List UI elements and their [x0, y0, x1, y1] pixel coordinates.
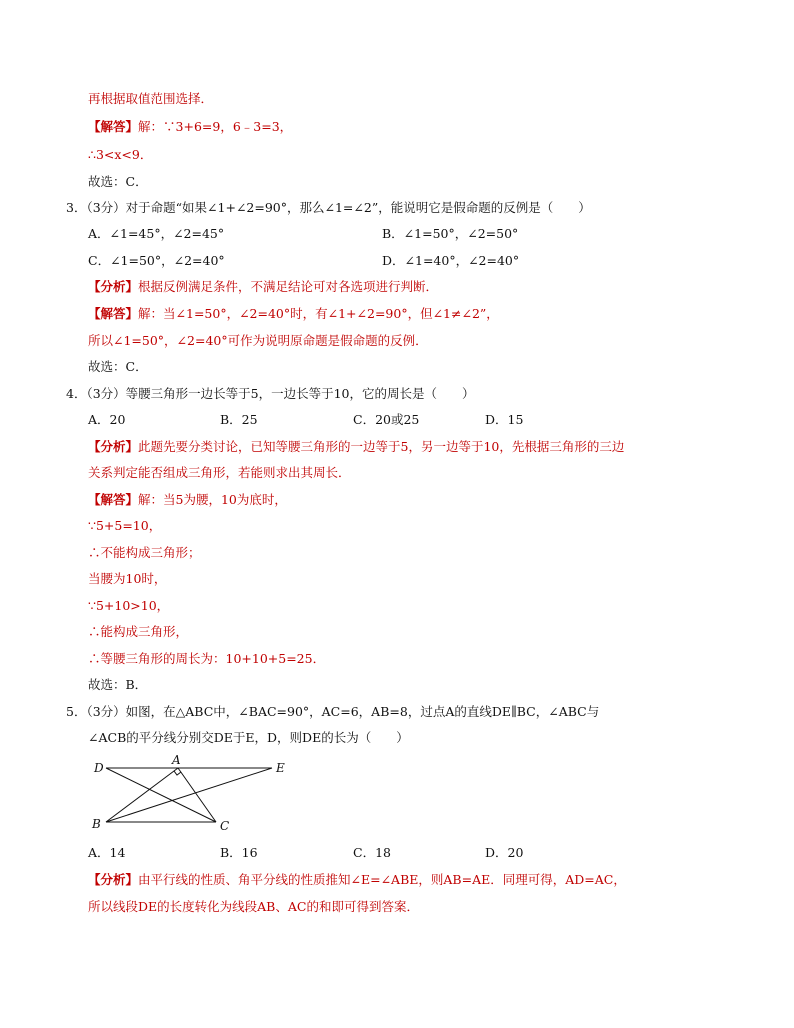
question-5: 5．（3分）如图，在△ABC中，∠BAC=90°，AC=6，AB=8，过点A的直线DE∥BC，∠ABC与 [66, 704, 600, 719]
text-line: 关系判定能否组成三角形，若能则求出其周长． [88, 465, 351, 480]
q4-option-a: A．20 [88, 412, 126, 427]
text-line: ∵5+10>10， [88, 598, 170, 613]
text-line: 当腰为10时， [88, 571, 167, 586]
text-line [88, 438, 624, 456]
answer-tag: 【解答】 [88, 306, 139, 321]
text-line: ∠ACB的平分线分别交DE于E，D，则DE的长为（ ） [88, 730, 409, 745]
label-c: C [220, 819, 230, 833]
q5-option-c: C．18 [353, 845, 391, 860]
analysis-text: 由平行线的性质、角平分线的性质推知∠E=∠ABE，则AB=AE．同理可得，AD=AC， [138, 872, 626, 887]
text-line: 再根据取值范围选择． [88, 91, 214, 106]
question-3: 3．（3分）对于命题“如果∠1+∠2=90°，那么∠1=∠2”，能说明它是假命题的反例是（ ） [66, 200, 591, 215]
line-be [106, 768, 272, 822]
geometry-figure [86, 752, 296, 836]
text-line [88, 871, 626, 889]
text-line: 所以∠1=50°，∠2=40°可作为说明原命题是假命题的反例． [88, 333, 428, 348]
text-line: 故选：C． [88, 174, 148, 189]
text-line: 所以线段DE的长度转化为线段AB、AC的和即可得到答案． [88, 899, 419, 914]
text-line [88, 305, 499, 323]
answer-text: 解：当∠1=50°，∠2=40°时，有∠1+∠2=90°，但∠1≠∠2”， [138, 306, 499, 321]
label-b: B [92, 817, 101, 831]
analysis-tag: 【分析】 [88, 279, 139, 294]
answer-text: 解：∵3+6=9，6﹣3=3， [138, 119, 293, 134]
text-line: 故选：C． [88, 359, 148, 374]
q3-option-c: C．∠1=50°，∠2=40° [88, 253, 225, 268]
q5-option-b: B．16 [220, 845, 258, 860]
q3-option-a: A．∠1=45°，∠2=45° [88, 226, 225, 241]
q5-option-d: D．20 [485, 845, 524, 860]
text-line: ∴不能构成三角形； [88, 545, 201, 560]
text-line [88, 118, 292, 136]
q4-option-d: D．15 [485, 412, 524, 427]
q3-option-d: D．∠1=40°，∠2=40° [382, 253, 520, 268]
label-a: A [172, 753, 181, 767]
label-d: D [94, 761, 104, 775]
line-ac [178, 768, 216, 822]
text-line: ∴等腰三角形的周长为：10+10+5=25． [88, 651, 326, 666]
label-e: E [276, 761, 285, 775]
text-line: ∴能构成三角形， [88, 624, 189, 639]
text-line: ∵5+5=10， [88, 518, 162, 533]
analysis-text: 此题先要分类讨论，已知等腰三角形的一边等于5，另一边等于10，先根据三角形的三边 [138, 439, 625, 454]
analysis-tag: 【分析】 [88, 439, 139, 454]
q4-option-c: C．20或25 [353, 412, 420, 427]
question-4: 4．（3分）等腰三角形一边长等于5，一边长等于10，它的周长是（ ） [66, 386, 475, 401]
answer-tag: 【解答】 [88, 492, 139, 507]
q4-option-b: B．25 [220, 412, 258, 427]
analysis-tag: 【分析】 [88, 872, 139, 887]
text-line: 故选：B． [88, 677, 148, 692]
text-line: ∴3<x<9． [88, 147, 153, 162]
line-dc [106, 768, 216, 822]
analysis-text: 根据反例满足条件，不满足结论可对各选项进行判断． [138, 279, 439, 294]
q5-option-a: A．14 [88, 845, 126, 860]
q3-option-b: B．∠1=50°，∠2=50° [382, 226, 519, 241]
text-line [88, 278, 438, 296]
answer-tag: 【解答】 [88, 119, 139, 134]
text-line [88, 491, 287, 509]
line-ab [106, 768, 178, 822]
answer-text: 解：当5为腰，10为底时， [138, 492, 287, 507]
